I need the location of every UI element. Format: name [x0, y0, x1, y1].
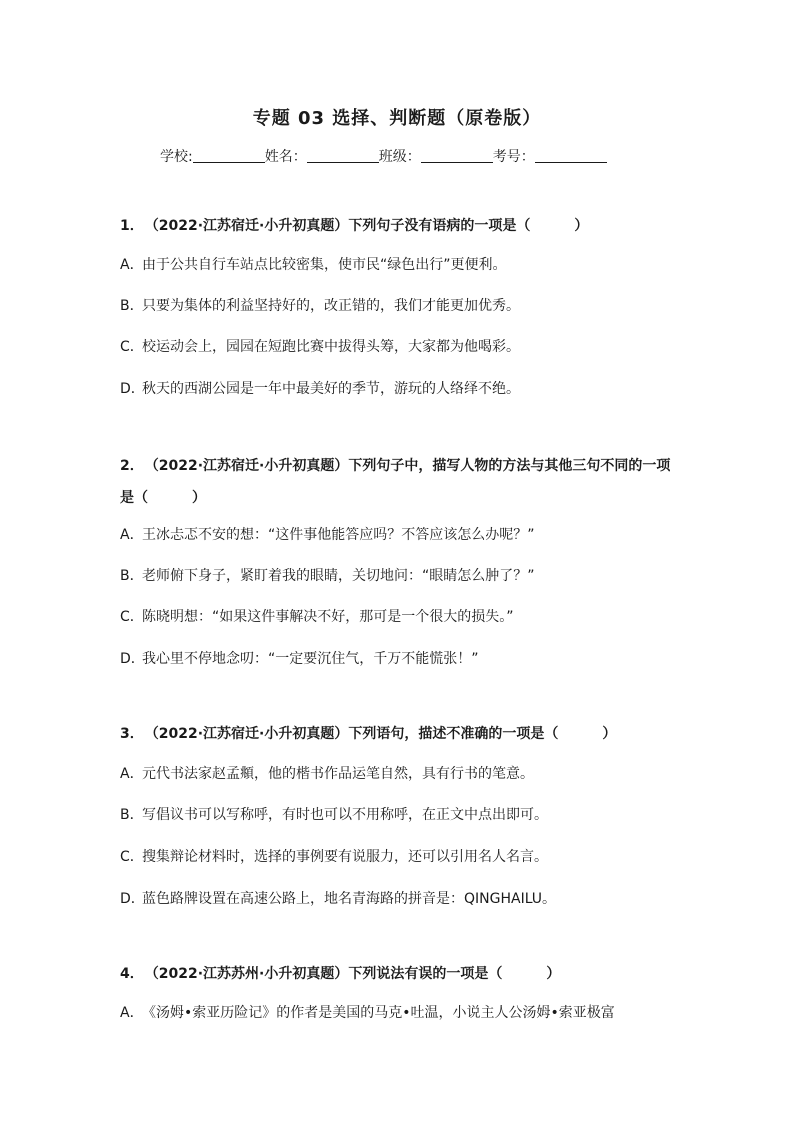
option-text: 校运动会上，园园在短跑比赛中拔得头筹，大家都为他喝彩。	[142, 339, 520, 355]
class-blank	[421, 148, 493, 163]
question-text: （2022·江苏苏州·小升初真题）下列说法有误的一项是（	[151, 966, 503, 982]
name-label: 姓名：	[264, 149, 307, 165]
option-letter: C．	[120, 849, 144, 865]
option-letter: B．	[120, 568, 144, 584]
option-letter: A．	[120, 1005, 144, 1021]
option-text: 搜集辩论材料时，选择的事例要有说服力，还可以引用名人名言。	[142, 849, 548, 865]
question-number: 4．	[120, 966, 144, 982]
question-2-option-d	[120, 648, 680, 668]
name-blank	[307, 148, 379, 163]
option-text: 蓝色路牌设置在高速公路上，地名青海路的拼音是：QINGHAILU。	[142, 891, 557, 907]
option-text: 陈晓明想：“如果这件事解决不好，那可是一个很大的损失。”	[142, 609, 514, 625]
school-blank	[193, 148, 265, 163]
option-letter: C．	[120, 339, 144, 355]
question-number: 1．	[120, 218, 144, 234]
close-paren: ）	[192, 490, 206, 506]
question-4-stem	[120, 958, 680, 990]
question-1-stem	[120, 210, 680, 242]
option-text: 王冰忐忑不安的想：“这件事他能答应吗？不答应该怎么办呢？”	[142, 527, 535, 543]
question-3-option-a	[120, 763, 680, 783]
student-info-line	[160, 146, 607, 166]
option-letter: A．	[120, 257, 144, 273]
option-letter: D．	[120, 891, 145, 907]
question-number: 2．	[120, 458, 144, 474]
option-text: 秋天的西湖公园是一年中最美好的季节，游玩的人络绎不绝。	[142, 381, 520, 397]
question-3-option-b	[120, 804, 680, 824]
question-4-option-a	[120, 1002, 680, 1022]
option-text: 只要为集体的利益坚持好的，改正错的，我们才能更加优秀。	[142, 298, 520, 314]
option-letter: B．	[120, 298, 144, 314]
option-text: 写倡议书可以写称呼，有时也可以不用称呼，在正文中点出即可。	[142, 807, 548, 823]
option-text: 由于公共自行车站点比较密集，使市民“绿色出行”更便利。	[142, 257, 507, 273]
question-2-option-b	[120, 565, 680, 585]
close-paren: ）	[574, 218, 589, 234]
option-text: 《汤姆•索亚历险记》的作者是美国的马克•吐温，小说主人公汤姆•索亚极富	[142, 1005, 615, 1021]
question-1-option-c	[120, 336, 680, 356]
option-letter: A．	[120, 766, 144, 782]
option-letter: D．	[120, 381, 145, 397]
question-1-option-a	[120, 254, 680, 274]
page-title: 专题 03 选择、判断题（原卷版）	[252, 108, 542, 129]
question-2-stem	[120, 450, 680, 514]
option-letter: C．	[120, 609, 144, 625]
question-1-option-d	[120, 378, 680, 398]
exam-number-label: 考号：	[492, 149, 535, 165]
option-text: 元代书法家赵孟頫，他的楷书作品运笔自然，具有行书的笔意。	[142, 766, 534, 782]
option-letter: B．	[120, 807, 144, 823]
question-3-option-d	[120, 888, 680, 908]
option-letter: A．	[120, 527, 144, 543]
class-label: 班级：	[378, 149, 421, 165]
exam-number-blank	[535, 148, 607, 163]
question-number: 3．	[120, 726, 144, 742]
question-text: （2022·江苏宿迁·小升初真题）下列句子没有语病的一项是（	[151, 218, 531, 234]
option-text: 老师俯下身子，紧盯着我的眼睛，关切地问：“眼睛怎么肿了？”	[142, 568, 535, 584]
question-2-option-a	[120, 524, 680, 544]
question-text: （2022·江苏宿迁·小升初真题）下列句子中，描写人物的方法与其他三句不同的一项是（	[120, 458, 671, 506]
close-paren: ）	[602, 726, 617, 742]
question-2-option-c	[120, 606, 680, 626]
school-label: 学校:	[160, 149, 193, 165]
question-1-option-b	[120, 295, 680, 315]
option-letter: D．	[120, 651, 145, 667]
question-3-stem	[120, 718, 680, 750]
question-3-option-c	[120, 846, 680, 866]
option-text: 我心里不停地念叨：“一定要沉住气，千万不能慌张！”	[142, 651, 479, 667]
close-paren: ）	[546, 966, 561, 982]
question-text: （2022·江苏宿迁·小升初真题）下列语句，描述不准确的一项是（	[151, 726, 559, 742]
